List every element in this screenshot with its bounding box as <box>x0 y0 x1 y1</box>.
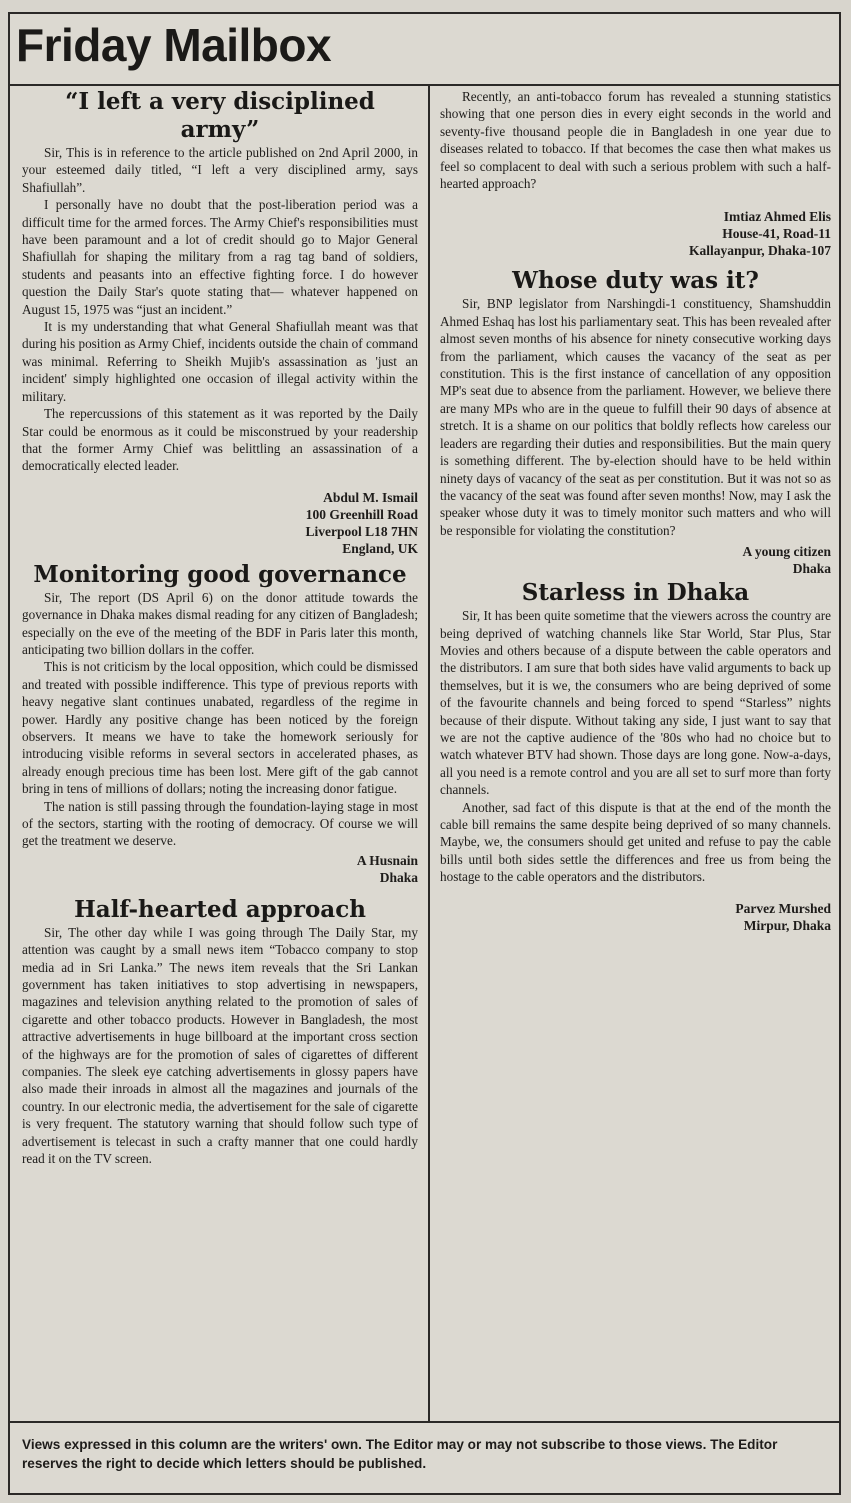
letter-signature <box>22 489 418 557</box>
paragraph: Recently, an anti-tobacco forum has revealed a stunning statistics showing that one person dies in every eight seconds in the world and seventy-five thousand people die in Bangladesh in one year due to diseases related to tobacco. If that becomes the case then what makes us feel so complacent to deal with such a serious problem with such a half-hearted approach? <box>440 89 831 192</box>
letter-title: Monitoring good governance <box>33 560 407 588</box>
signature-line: A young citizen <box>742 544 831 560</box>
signature-line: Dhaka <box>379 869 418 885</box>
mailbox-panel <box>8 12 841 1495</box>
signature-line: 100 Greenhill Road <box>305 506 418 522</box>
paragraph: It is my understanding that what General Shafiullah meant was that during his position as Army Chief, incidents outside the chain of command was minimal. Referring to Sheikh Mujib's assassination as 'just an incident' simply highlighted one occasion of illegal activity within the military. <box>22 319 418 404</box>
letter-halfhearted <box>10 886 428 1168</box>
paragraph: The repercussions of this statement as it was reported by the Daily Star could be enormous as it could be misconstrued by your readership that the former Army Chief was belittling an assassination of a democratically elected leader. <box>22 406 418 474</box>
paragraph: Sir, This is in reference to the article published on 2nd April 2000, in your esteemed daily titled, “I left a very disciplined army, says Shafiullah”. <box>22 145 418 195</box>
signature-line: England, UK <box>342 540 418 556</box>
paragraph: The nation is still passing through the foundation-laying stage in most of the sectors, starting with the rooting of democracy. Of course we will get the treatment we deserve. <box>22 798 418 849</box>
paragraph: Sir, BNP legislator from Narshingdi-1 constituency, Shamshuddin Ahmed Eshaq has lost his parliamentary seat. This has been revealed after almost seven months of his absence for ninety consecutive working days from the parliament, which causes the vacancy of the seat as per constitution. This is the first instance of cancellation of any opposition MP's seat due to absence from the parliament. However, we believe there are many MPs who are in the queue to fulfill their 90 days of absence at stretch. It is a shame on our politics that boldly reflects how careless our leaders are regarding their duties and responsibilities. But the main query is something different. The by-election should have to be held within ninety days of vacancy of the seat as per constitution. But it was not so as the vacancy of the seat was found after seven months! Now, may I ask the speaker whose duty it was to timely monitor such matters and who will be responsible for violating the constitution? <box>440 296 831 538</box>
letter-title: “I left a very disciplined army” <box>65 88 375 143</box>
letter-army <box>10 84 428 557</box>
paragraph: Sir, The report (DS April 6) on the donor attitude towards the governance in Dhaka makes dismal reading for any citizen of Bangladesh; especially on the eve of the meeting of the BDF in Paris later this month, anticipating two billion dollars in the coffer. <box>22 589 418 657</box>
page-title: Friday Mailbox <box>16 19 332 71</box>
masthead <box>10 14 839 86</box>
signature-line: Parvez Murshed <box>735 900 831 916</box>
paragraph: This is not criticism by the local opposition, which could be dismissed and treated with possible indifference. This type of previous reports with heavy negative slant continues unabated, regardless of the regime in power. Hardly any positive change has been noticed by the foreign observers. It means we have to take the homework seriously for introducing visible reforms in several sectors in accelerated phases, as already enough precious time has been lost. Mere gift of the gab cannot bring in tens of millions of dollars; noting the increasing donor fatigue. <box>22 659 418 797</box>
letter-title: Whose duty was it? <box>512 267 759 295</box>
signature-line: Abdul M. Ismail <box>323 489 418 505</box>
signature-line: Kallayanpur, Dhaka-107 <box>688 243 831 259</box>
signature-line: Mirpur, Dhaka <box>743 917 831 933</box>
letter-title: Half-hearted approach <box>74 895 366 923</box>
letter-title: Starless in Dhaka <box>521 579 750 607</box>
editorial-disclaimer: Views expressed in this column are the writers' own. The Editor may or may not subscribe to those views. The Editor reserves the right to decide which letters should be published. <box>10 1421 839 1493</box>
letter-starless <box>430 577 839 934</box>
paragraph: Sir, The other day while I was going through The Daily Star, my attention was caught by a small news item “Tobacco company to stop media ad in Sri Lanka.” The news item reveals that the Sri Lankan government has taken initiatives to stop advertising in newspapers, magazines and television anything related to the promotion of sales of cigarette and other tobacco products. However in Bangladesh, the most attractive advertisements in huge billboard at the important cross section of the highways are for the promotion of sales of cigarettes of different companies. The sleek eye catching advertisements in glossy papers have also made their inroads in almost all the magazines and journals of the country. In our electronic media, the advertisement for the sale of cigarette is very frequent. The statutory warning that should follow such type of advertisement is telecast in such a crafty manner that one could hardly read it on the TV screen. <box>22 924 418 1167</box>
signature-line: Liverpool L18 7HN <box>305 523 418 539</box>
letter-duty <box>430 259 839 577</box>
letter-signature <box>440 208 831 259</box>
letter-signature <box>22 852 418 886</box>
signature-line: House-41, Road-11 <box>722 226 831 242</box>
signature-line: Imtiaz Ahmed Elis <box>723 209 831 225</box>
left-column <box>10 84 430 1421</box>
paragraph: Another, sad fact of this dispute is that at the end of the month the cable bill remains the same despite being deprived of so many channels. Maybe, we, the consumers should get united and refuse to pay the cable bills until both sides settle the differences and free us from being the hostage to the cable operators and the distributors. <box>440 799 831 885</box>
letter-signature <box>440 543 831 577</box>
paragraph: Sir, It has been quite sometime that the viewers across the country are being deprived of watching channels like Star World, Star Plus, Star Movies and others because of a dispute between the cable operators and the distributors. I am sure that both sides have valid arguments to back up themselves, but it is we, the consumers who are being deprived of some of the favourite channels and being forced to spend “Starless” nights because of their dispute. Without taking any side, I just want to say that we are not the captive audience of the '80s who had no choice but to watch whatever BTV had shown. Those days are long gone. Now-a-days, all you need is a remote control and you are all set to surf more than forty channels. <box>440 608 831 798</box>
signature-line: A Husnain <box>356 852 418 868</box>
letter-signature <box>440 900 831 934</box>
letter-halfhearted-continued <box>430 84 839 259</box>
letter-governance <box>10 557 428 886</box>
signature-line: Dhaka <box>792 561 831 577</box>
right-column <box>430 84 839 1421</box>
paragraph: I personally have no doubt that the post-liberation period was a difficult time for the armed forces. The Army Chief's responsibilities must have been paramount and a lot of credit should go to Major General Shafiullah for shaping the military from a rag tag band of soldiers, students and peasants into an effective fighting force. I do however question the Daily Star's quote stating that— whatever happened on August 15, 1975 was “just an incident.” <box>22 197 418 317</box>
